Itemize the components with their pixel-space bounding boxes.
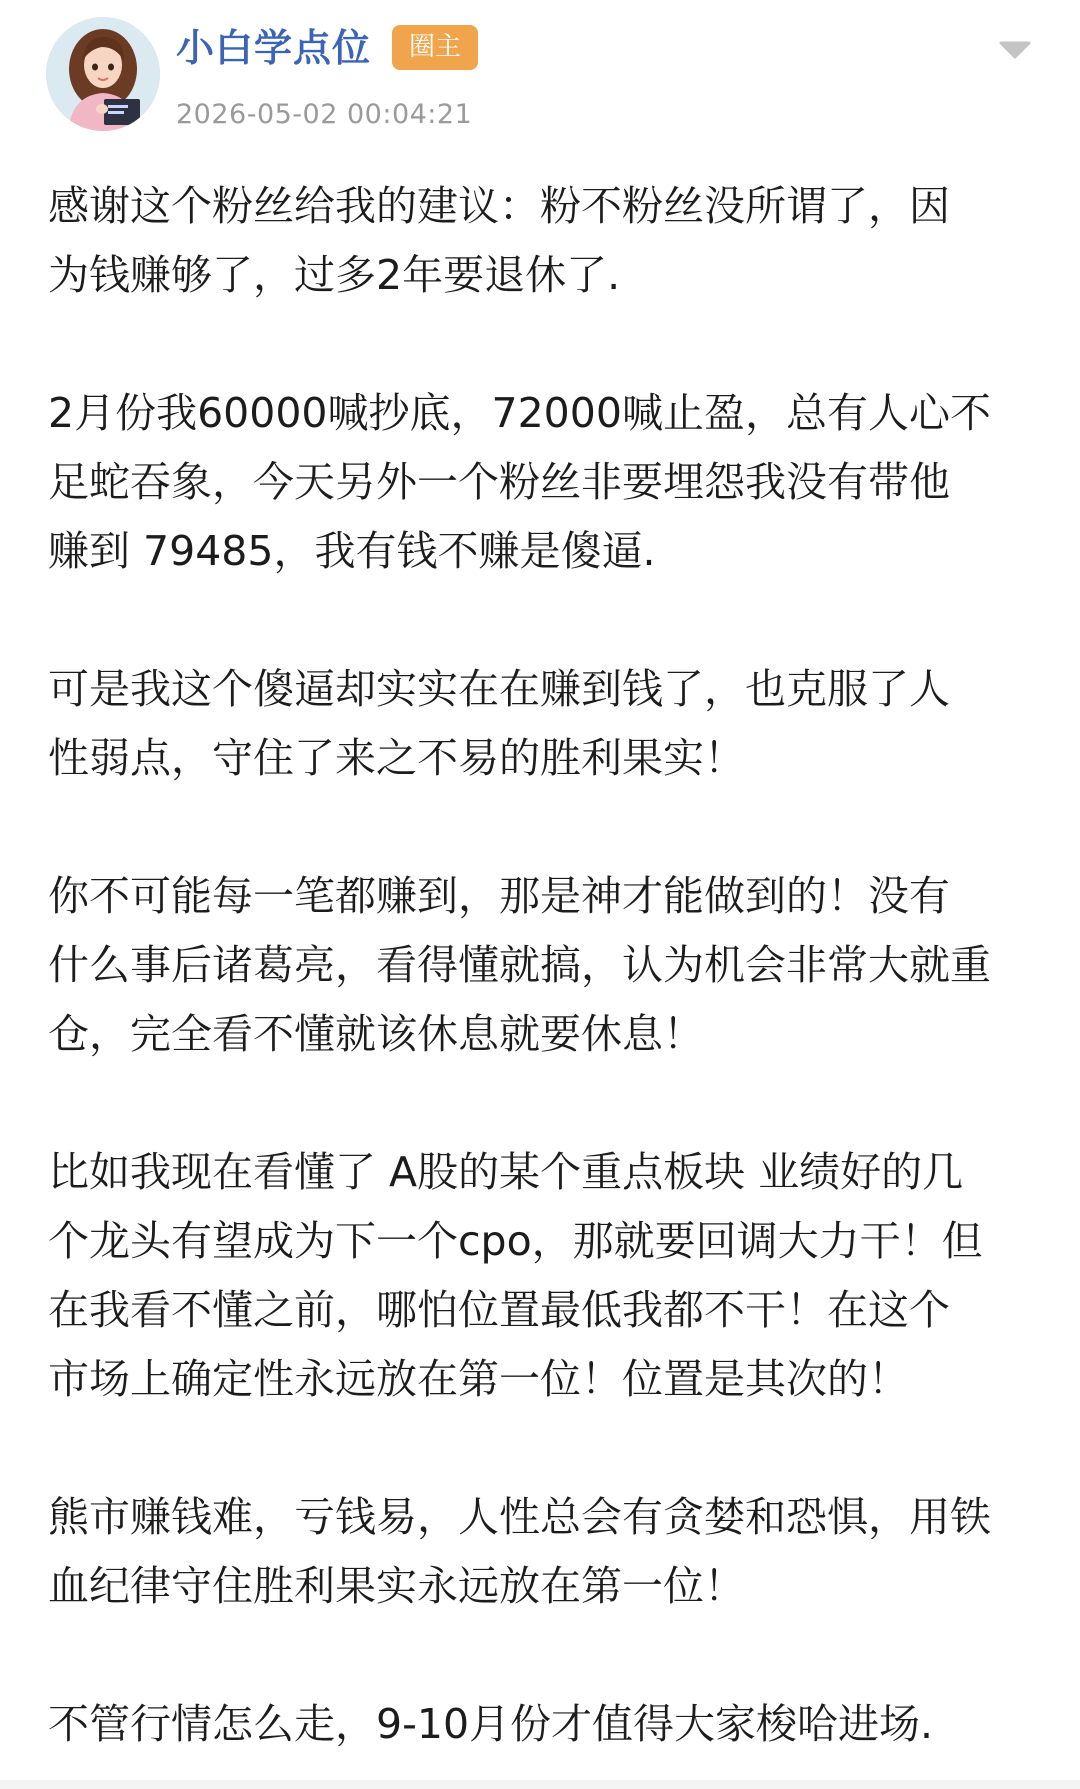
paragraph-4-line-1: 你不可能每一笔都赚到，那是神才能做到的！没有 [48, 872, 950, 920]
paragraph-6-line-1: 熊市赚钱难，亏钱易，人性总会有贪婪和恐惧，用铁 [48, 1493, 991, 1541]
more-options-button[interactable] [990, 30, 1040, 70]
avatar[interactable] [46, 17, 160, 131]
owner-badge: 圈主 [392, 25, 478, 70]
paragraph-5-line-2: 个龙头有望成为下一个cpo，那就要回调大力干！但 [48, 1217, 983, 1265]
chevron-down-icon [990, 30, 1040, 70]
post-content [48, 172, 1033, 1759]
paragraph-5-line-1: 比如我现在看懂了 A股的某个重点板块 业绩好的几 [48, 1148, 964, 1196]
paragraph-4-line-3: 仓，完全看不懂就该休息就要休息！ [48, 1010, 704, 1058]
paragraph-5-line-4: 市场上确定性永远放在第一位！位置是其次的！ [48, 1355, 909, 1403]
paragraph-2-line-3: 赚到 79485，我有钱不赚是傻逼. [48, 527, 656, 575]
paragraph-5-line-3: 在我看不懂之前，哪怕位置最低我都不干！在这个 [48, 1286, 950, 1334]
paragraph-4-line-2: 什么事后诸葛亮，看得懂就搞，认为机会非常大就重 [48, 941, 991, 989]
paragraph-7-line-1: 不管行情怎么走，9-10月份才值得大家梭哈进场. [48, 1700, 934, 1748]
post-timestamp: 2026-05-02 00:04:21 [176, 99, 473, 130]
paragraph-spacer [48, 1414, 1033, 1483]
paragraph-1-line-2: 为钱赚够了，过多2年要退休了. [48, 251, 621, 299]
paragraph-spacer [48, 793, 1033, 862]
paragraph-spacer [48, 586, 1033, 655]
paragraph-6-line-2: 血纪律守住胜利果实永远放在第一位！ [48, 1562, 745, 1610]
paragraph-spacer [48, 1621, 1033, 1690]
paragraph-spacer [48, 1069, 1033, 1138]
paragraph-spacer [48, 310, 1033, 379]
paragraph-3-line-2: 性弱点，守住了来之不易的胜利果实！ [48, 734, 745, 782]
paragraph-2-line-1: 2月份我60000喊抄底，72000喊止盈，总有人心不 [48, 389, 991, 437]
paragraph-1-line-1: 感谢这个粉丝给我的建议：粉不粉丝没所谓了，因 [48, 182, 950, 230]
post-header [0, 0, 1080, 150]
paragraph-2-line-2: 足蛇吞象，今天另外一个粉丝非要埋怨我没有带他 [48, 458, 950, 506]
paragraph-3-line-1: 可是我这个傻逼却实实在在赚到钱了，也克服了人 [48, 665, 950, 713]
bottom-divider [0, 1780, 1080, 1789]
avatar-image [46, 17, 160, 131]
author-name[interactable]: 小白学点位 [176, 26, 372, 70]
